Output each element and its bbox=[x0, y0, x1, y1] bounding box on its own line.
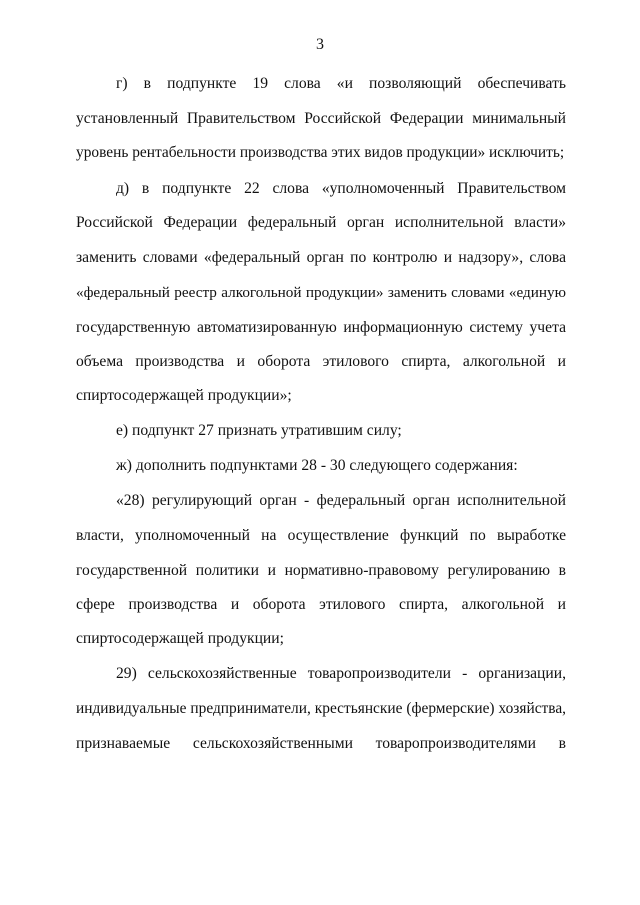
paragraph-d-line: государственную автоматизированную информационную систему учета bbox=[76, 319, 566, 336]
paragraph-zh-line: ж) дополнить подпунктами 28 - 30 следующего содержания: bbox=[116, 457, 518, 474]
paragraph-d-line: д) в подпункте 22 слова «уполномоченный Правительством bbox=[116, 180, 566, 197]
paragraph-28-line: «28) регулирующий орган - федеральный орган исполнительной bbox=[116, 492, 566, 509]
paragraph-28-line: государственной политики и нормативно-правовому регулированию в bbox=[76, 562, 566, 579]
paragraph-d-line: заменить словами «федеральный орган по контролю и надзору», слова bbox=[76, 249, 566, 266]
paragraph-d-line: Российской Федерации федеральный орган исполнительной власти» bbox=[76, 214, 566, 231]
paragraph-d-line: спиртосодержащей продукции»; bbox=[76, 387, 292, 404]
paragraph-g-line: г) в подпункте 19 слова «и позволяющий обеспечивать bbox=[116, 75, 566, 92]
paragraph-29-line: 29) сельскохозяйственные товаропроизводители - организации, bbox=[116, 665, 566, 682]
page-number: 3 bbox=[316, 36, 324, 53]
paragraph-d-line: «федеральный реестр алкогольной продукции» заменить словами «единую bbox=[76, 284, 566, 301]
paragraph-g-line: уровень рентабельности производства этих видов продукции» исключить; bbox=[76, 144, 565, 161]
paragraph-d-line: объема производства и оборота этилового спирта, алкогольной и bbox=[76, 353, 566, 370]
paragraph-28-line: власти, уполномоченный на осуществление функций по выработке bbox=[76, 527, 566, 544]
paragraph-g-line: установленный Правительством Российской Федерации минимальный bbox=[76, 110, 566, 127]
paragraph-29-line: признаваемые сельскохозяйственными товаропроизводителями в bbox=[76, 735, 566, 752]
paragraph-e-line: е) подпункт 27 признать утратившим силу; bbox=[116, 422, 402, 439]
paragraph-29-line: индивидуальные предприниматели, крестьянские (фермерские) хозяйства, bbox=[76, 700, 566, 717]
paragraph-28-line: спиртосодержащей продукции; bbox=[76, 630, 284, 647]
paragraph-28-line: сфере производства и оборота этилового спирта, алкогольной и bbox=[76, 596, 566, 613]
